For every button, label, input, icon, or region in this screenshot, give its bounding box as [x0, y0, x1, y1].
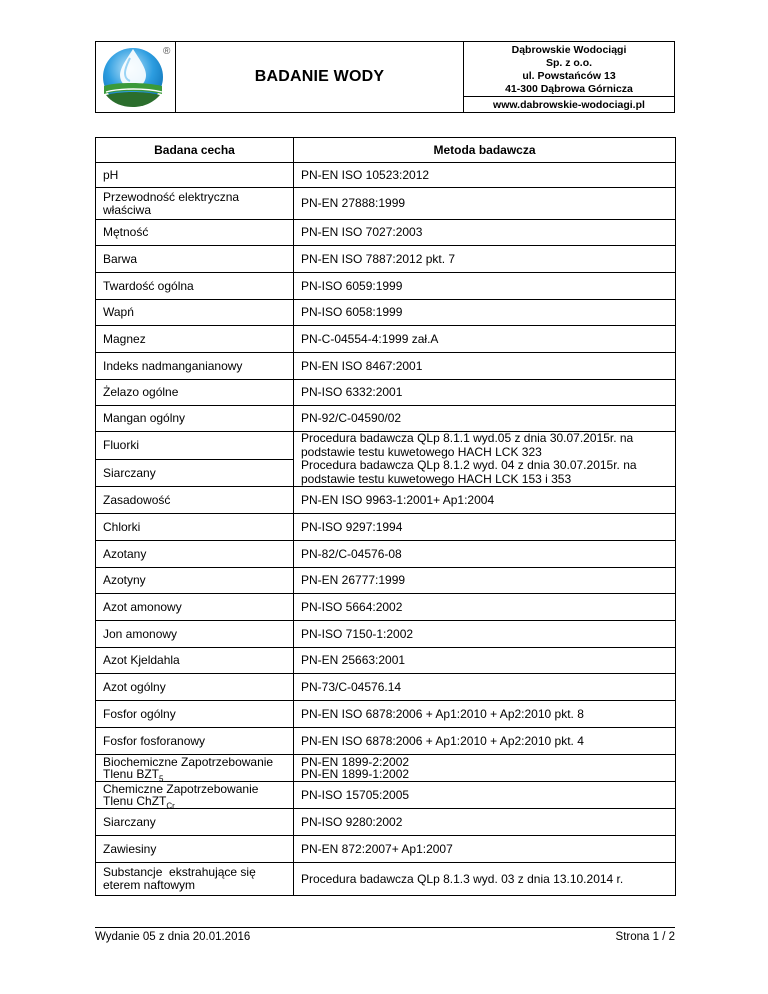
document-title: BADANIE WODY: [254, 68, 385, 85]
logo-cell: [96, 42, 176, 112]
table-row: [96, 728, 676, 755]
table-row: [96, 674, 676, 701]
metoda-cell: PN-ISO 5664:2002: [294, 594, 676, 621]
table-row: [96, 809, 676, 836]
table-row: [96, 246, 676, 273]
cecha-cell: Siarczany: [96, 460, 294, 487]
cecha-cell: Przewodność elektryczna właściwa: [96, 188, 294, 220]
metoda-cell: PN-EN ISO 10523:2012: [294, 163, 676, 188]
cecha-cell: Fosfor ogólny: [96, 701, 294, 728]
metoda-cell: PN-92/C-04590/02: [294, 406, 676, 432]
metoda-cell: PN-ISO 9280:2002: [294, 809, 676, 836]
bzt-label: Biochemiczne Zapotrzebowanie Tlenu BZT: [103, 755, 274, 781]
metoda-cell: PN-ISO 6058:1999: [294, 300, 676, 326]
bzt-subscript: 5: [159, 774, 164, 784]
table-row: [96, 755, 676, 782]
header-metoda-badawcza: Metoda badawcza: [294, 138, 676, 163]
cecha-cell: Azotyny: [96, 568, 294, 594]
metoda-cell: PN-EN 25663:2001: [294, 648, 676, 674]
metoda-cell: PN-EN ISO 7887:2012 pkt. 7: [294, 246, 676, 273]
metoda-line: Procedura badawcza QLp 8.1.2 wyd. 04 z dnia 30.07.2015r. na podstawie testu kuwetowego HACH LCK 153 i 353: [301, 458, 637, 486]
metoda-cell: PN-ISO 6059:1999: [294, 273, 676, 300]
company-city: 41-300 Dąbrowa Górnicza: [505, 83, 633, 95]
cecha-cell: [96, 755, 294, 782]
metoda-cell: PN-EN ISO 6878:2006 + Ap1:2010 + Ap2:2010 pkt. 4: [294, 728, 676, 755]
metoda-cell: PN-EN ISO 8467:2001: [294, 353, 676, 380]
cecha-cell: Jon amonowy: [96, 621, 294, 648]
header-badana-cecha: Badana cecha: [96, 138, 294, 163]
registered-mark: ®: [163, 46, 171, 57]
table-row: [96, 836, 676, 863]
methods-table: [95, 137, 676, 896]
metoda-line: PN-EN 1899-1:2002: [301, 767, 410, 781]
table-row: [96, 648, 676, 674]
cecha-cell: Mętność: [96, 220, 294, 246]
metoda-cell: PN-EN ISO 6878:2006 + Ap1:2010 + Ap2:2010 pkt. 8: [294, 701, 676, 728]
metoda-cell: PN-EN 27888:1999: [294, 188, 676, 220]
company-form: Sp. z o.o.: [545, 57, 593, 69]
footer-divider: [95, 927, 675, 928]
cecha-cell: Fosfor fosforanowy: [96, 728, 294, 755]
cecha-cell: Substancje ekstrahujące się eterem naftowym: [96, 863, 294, 896]
cecha-cell: Wapń: [96, 300, 294, 326]
document-header: [95, 41, 675, 113]
metoda-cell: PN-EN ISO 9963-1:2001+ Ap1:2004: [294, 487, 676, 514]
company-street: ul. Powstańców 13: [522, 70, 616, 82]
cecha-cell: Żelazo ogólne: [96, 380, 294, 406]
table-row: [96, 273, 676, 300]
cecha-cell: Azot Kjeldahla: [96, 648, 294, 674]
table-row: [96, 514, 676, 541]
metoda-cell: PN-EN ISO 7027:2003: [294, 220, 676, 246]
footer-page-number: Strona 1 / 2: [615, 931, 675, 943]
cecha-cell: Indeks nadmanganianowy: [96, 353, 294, 380]
metoda-cell: PN-ISO 9297:1994: [294, 514, 676, 541]
cecha-cell: Zasadowość: [96, 487, 294, 514]
metoda-cell: PN-EN 26777:1999: [294, 568, 676, 594]
company-address: [464, 42, 674, 96]
company-url[interactable]: www.dabrowskie-wodociagi.pl: [464, 96, 674, 112]
table-row: [96, 594, 676, 621]
table-row: [96, 541, 676, 568]
table-row: [96, 380, 676, 406]
table-row: [96, 353, 676, 380]
metoda-cell: PN-ISO 15705:2005: [294, 782, 676, 809]
table-row: [96, 163, 676, 188]
table-row: [96, 300, 676, 326]
cecha-cell: Azotany: [96, 541, 294, 568]
table-row: [96, 782, 676, 809]
metoda-line: Procedura badawcza QLp 8.1.1 wyd.05 z dnia 30.07.2015r. na podstawie testu kuwetowego HACH LCK 323: [301, 431, 634, 459]
footer-edition: Wydanie 05 z dnia 20.01.2016: [95, 931, 251, 943]
chzt-subscript: Cr: [166, 801, 175, 811]
cecha-cell: Azot ogólny: [96, 674, 294, 701]
metoda-cell: PN-82/C-04576-08: [294, 541, 676, 568]
cecha-cell: Chlorki: [96, 514, 294, 541]
table-row: [96, 432, 676, 460]
metoda-cell: [294, 432, 676, 487]
chzt-label: Chemiczne Zapotrzebowanie Tlenu ChZT: [103, 782, 259, 808]
cecha-cell: Siarczany: [96, 809, 294, 836]
table-row: [96, 188, 676, 220]
metoda-line: PN-EN 1899-2:2002: [301, 755, 410, 769]
table-row: [96, 326, 676, 353]
metoda-cell: Procedura badawcza QLp 8.1.3 wyd. 03 z dnia 13.10.2014 r.: [294, 863, 676, 896]
cecha-cell: [96, 782, 294, 809]
metoda-cell: PN-73/C-04576.14: [294, 674, 676, 701]
cecha-cell: Azot amonowy: [96, 594, 294, 621]
table-row: [96, 487, 676, 514]
cecha-cell: pH: [96, 163, 294, 188]
table-row: [96, 406, 676, 432]
metoda-cell: PN-ISO 7150-1:2002: [294, 621, 676, 648]
title-cell: [176, 42, 464, 112]
metoda-cell: PN-EN 872:2007+ Ap1:2007: [294, 836, 676, 863]
cecha-cell: Magnez: [96, 326, 294, 353]
metoda-cell: PN-C-04554-4:1999 zał.A: [294, 326, 676, 353]
company-cell: [464, 42, 674, 112]
table-row: [96, 220, 676, 246]
metoda-cell: [294, 755, 676, 782]
cecha-cell: Mangan ogólny: [96, 406, 294, 432]
company-name: Dąbrowskie Wodociągi: [511, 44, 627, 56]
table-row: [96, 701, 676, 728]
cecha-cell: Barwa: [96, 246, 294, 273]
table-row: [96, 863, 676, 896]
table-header-row: [96, 138, 676, 163]
table-row: [96, 621, 676, 648]
table-row: [96, 568, 676, 594]
metoda-cell: PN-ISO 6332:2001: [294, 380, 676, 406]
cecha-cell: Zawiesiny: [96, 836, 294, 863]
cecha-cell: Twardość ogólna: [96, 273, 294, 300]
cecha-cell: Fluorki: [96, 432, 294, 460]
